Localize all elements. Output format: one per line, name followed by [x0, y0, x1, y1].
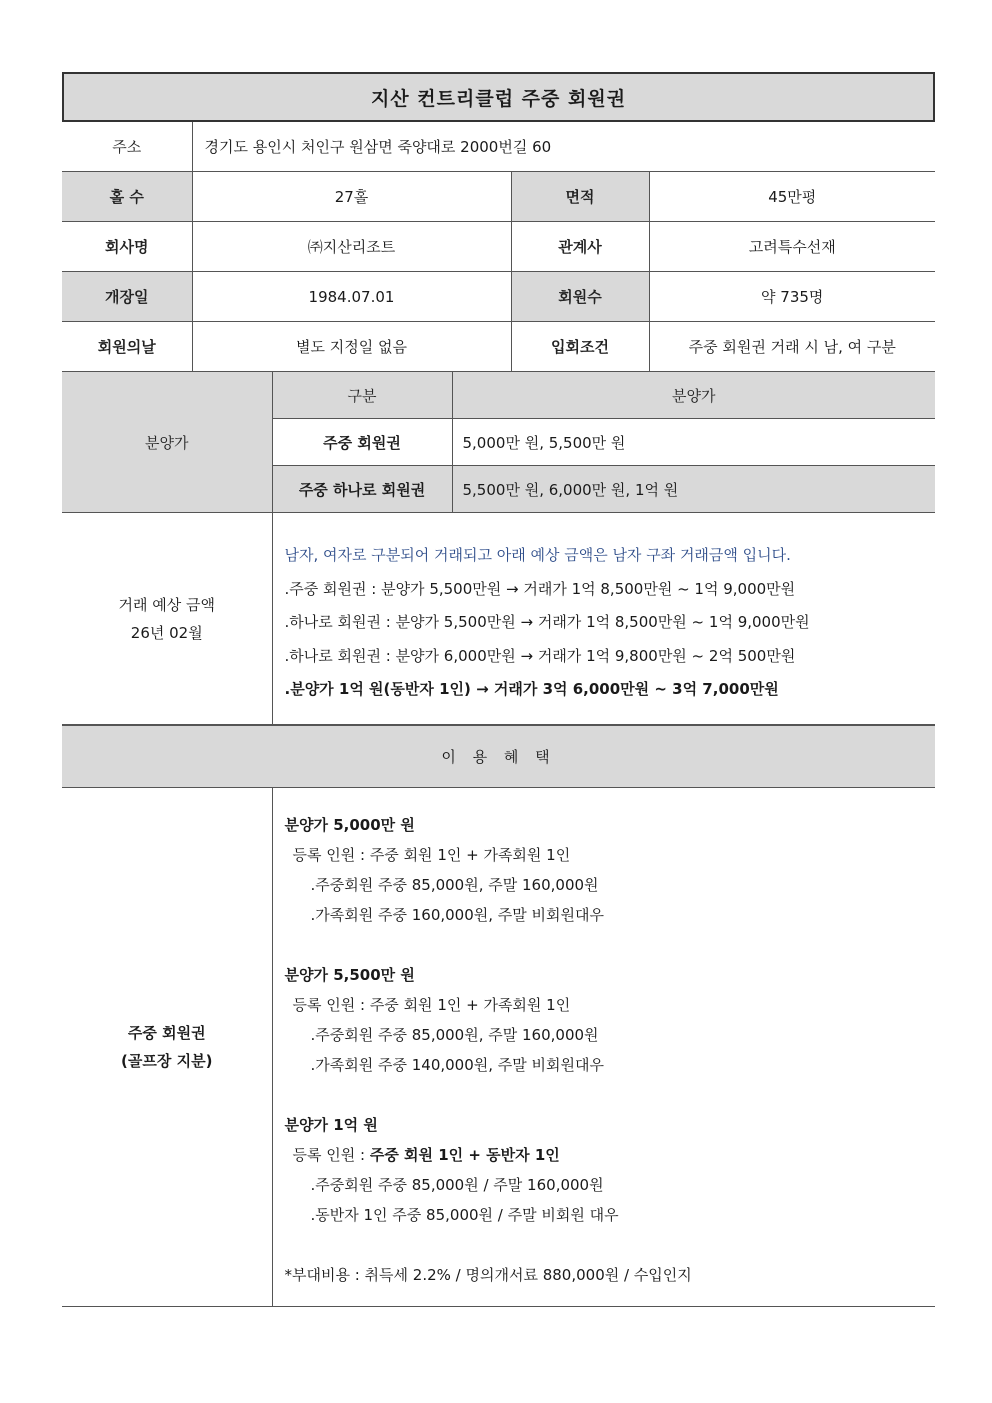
trade-note: 남자, 여자로 구분되어 거래되고 아래 예상 금액은 남자 구좌 거래금액 입니다. [284, 546, 791, 564]
spec-label: 회원의날 [62, 322, 192, 372]
trade-line: .하나로 회원권 : 분양가 6,000만원 → 거래가 1억 9,800만원 ~ 2억 500만원 [284, 646, 796, 665]
spec-value: 고려특수선재 [649, 222, 935, 272]
spec-row [62, 322, 935, 372]
benefit-label-sub: (골프장 지분) [121, 1052, 213, 1070]
trade-label [62, 513, 272, 725]
trade-label-date: 26년 02월 [130, 623, 203, 642]
spec-value: 약 735명 [649, 272, 935, 322]
benefit-group-title: 분양가 5,500만 원 [284, 966, 415, 984]
benefit-line: .가족회원 주중 140,000원, 주말 비회원대우 [310, 1056, 604, 1074]
trade-line: .분양가 1억 원(동반자 1인) → 거래가 3억 6,000만원 ~ 3억 7,000만원 [284, 680, 779, 698]
spec-row [62, 172, 935, 222]
benefit-label-title: 주중 회원권 [127, 1024, 206, 1042]
price-type: 주중 회원권 [272, 419, 452, 466]
address-value: 경기도 용인시 처인구 원삼면 죽양대로 2000번길 60 [192, 122, 935, 172]
price-table [62, 372, 935, 513]
benefit-line: .주중회원 주중 85,000원 / 주말 160,000원 [310, 1176, 604, 1194]
trade-label-title: 거래 예상 금액 [118, 595, 215, 614]
benefit-group-title: 분양가 5,000만 원 [284, 816, 415, 834]
price-col-header: 분양가 [452, 372, 935, 419]
trade-detail [272, 513, 935, 725]
spec-label: 개장일 [62, 272, 192, 322]
spec-value: 별도 지정일 없음 [192, 322, 511, 372]
address-label: 주소 [62, 122, 192, 172]
benefit-line: .동반자 1인 주중 85,000원 / 주말 비회원 대우 [310, 1206, 619, 1224]
price-section-label: 분양가 [62, 372, 272, 513]
address-row [62, 122, 935, 172]
benefit-line: .가족회원 주중 160,000원, 주말 비회원대우 [310, 906, 604, 924]
membership-sheet [62, 72, 935, 1307]
price-value: 5,500만 원, 6,000만 원, 1억 원 [452, 466, 935, 513]
spec-label: 관계사 [511, 222, 649, 272]
price-header-row [62, 372, 935, 419]
spec-value: ㈜지산리조트 [192, 222, 511, 272]
spec-row [62, 272, 935, 322]
page-title: 지산 컨트리클럽 주중 회원권 [62, 72, 935, 122]
spec-label: 입회조건 [511, 322, 649, 372]
spec-value: 1984.07.01 [192, 272, 511, 322]
spec-row [62, 222, 935, 272]
benefit-label [62, 788, 272, 1307]
info-table [62, 122, 935, 172]
spec-value: 45만평 [649, 172, 935, 222]
benefit-line: .주중회원 주중 85,000원, 주말 160,000원 [310, 876, 599, 894]
benefit-line: .주중회원 주중 85,000원, 주말 160,000원 [310, 1026, 599, 1044]
price-value: 5,000만 원, 5,500만 원 [452, 419, 935, 466]
trade-line: .주중 회원권 : 분양가 5,500만원 → 거래가 1억 8,500만원 ~ 1억 9,000만원 [284, 579, 796, 598]
benefit-registration: 등록 인원 : 주중 회원 1인 + 가족회원 1인 [292, 996, 571, 1014]
price-type: 주중 하나로 회원권 [272, 466, 452, 513]
spec-label: 회원수 [511, 272, 649, 322]
spec-table [62, 172, 935, 372]
benefit-detail [272, 788, 935, 1307]
extra-costs: *부대비용 : 취득세 2.2% / 명의개서료 880,000원 / 수입인지 [284, 1266, 692, 1284]
benefit-header-row [62, 726, 935, 788]
benefit-registration: 등록 인원 : 주중 회원 1인 + 가족회원 1인 [292, 846, 571, 864]
benefit-row [62, 788, 935, 1307]
trade-row [62, 513, 935, 725]
spec-label: 회사명 [62, 222, 192, 272]
spec-label: 면적 [511, 172, 649, 222]
spec-value: 주중 회원권 거래 시 남, 여 구분 [649, 322, 935, 372]
trade-table [62, 513, 935, 725]
spec-value: 27홀 [192, 172, 511, 222]
benefit-registration: 등록 인원 : 주중 회원 1인 + 동반자 1인 [292, 1146, 560, 1164]
spec-label: 홀 수 [62, 172, 192, 222]
benefit-header: 이 용 혜 택 [62, 726, 935, 788]
trade-line: .하나로 회원권 : 분양가 5,500만원 → 거래가 1억 8,500만원 ~ 1억 9,000만원 [284, 613, 810, 631]
price-col-header: 구분 [272, 372, 452, 419]
benefit-group-title: 분양가 1억 원 [284, 1116, 378, 1134]
benefit-table [62, 725, 935, 1307]
